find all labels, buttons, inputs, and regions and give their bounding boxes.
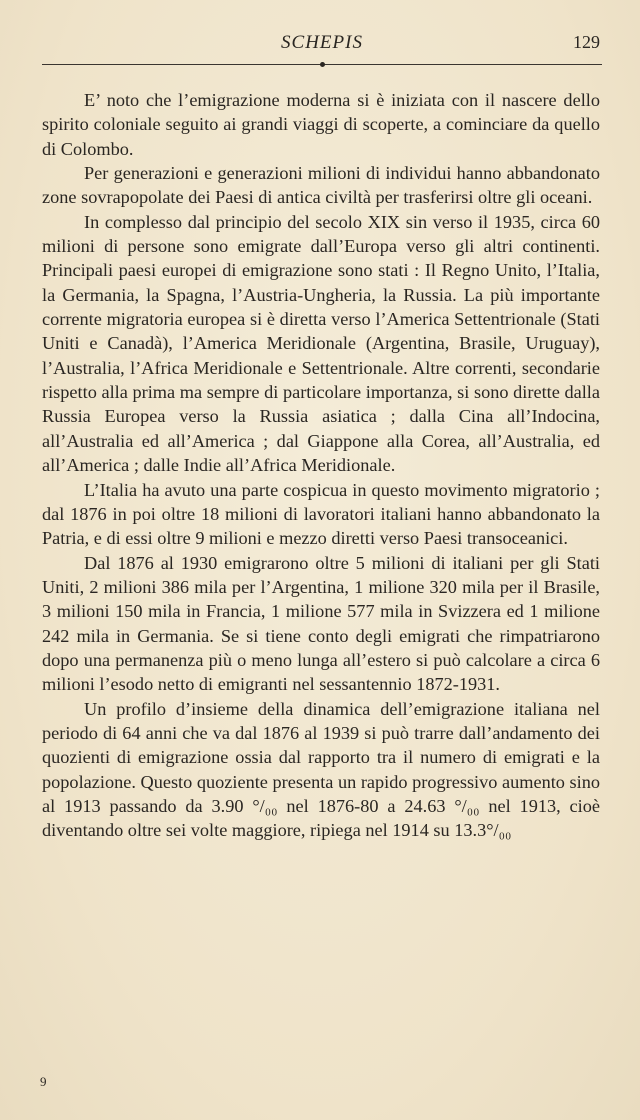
paragraph-european-emigration: In complesso dal principio del secolo XIX sin verso il 1935, circa 60 milioni di persone sono emigrate dall’Europa verso gli altri continenti. Principali paesi europei di emigrazione sono stati : Il Regno Unito, l’Italia, la Germania, la Spagna, l’Austria-Ungheria, la Russia. La più importante corrente migratoria europea si è diretta verso l’America Settentrionale (Stati Uniti e Canadà), l’America Meridionale (Argentina, Brasile, Uruguay), l’Australia, l’Africa Meridionale e Settentrionale. Altre correnti, secondarie rispetto alla prima ma sempre di particolare importanza, si sono dirette dalla Russia Europea verso la Russia asiatica ; dalla Cina all’Indocina, all’Australia ed all’America ; dal Giappone alla Corea, all’Australia, ed all’America ; dalle Indie all’Africa Meridionale. — [42, 211, 600, 476]
running-head-title: SCHEPIS — [281, 32, 363, 53]
page-number: 129 — [573, 32, 600, 52]
ornament-dot — [320, 62, 325, 67]
printer-signature-mark: 9 — [40, 1074, 47, 1089]
paragraph-colonial-origins: E’ noto che l’emigrazione moderna si è iniziata con il nascere dello spirito coloniale seguito ai grandi viaggi di scoperte, a cominciare da quello di Colombo. — [42, 90, 600, 159]
paragraph-destinations-1876-1930: Dal 1876 al 1930 emigrarono oltre 5 milioni di italiani per gli Stati Uniti, 2 milioni 386 mila per l’Argentina, 1 milione 320 mila per il Brasile, 3 milioni 150 mila in Francia, 1 milione 577 mila in Svizzera ed 1 milione 242 mila in Germania. Se si tiene conto degli emigrati che rimpatriarono dopo una permanenza più o meno lunga all’estero si può calcolare a circa 6 milioni l’esodo netto di emigranti nel sessantennio 1872-1931. — [42, 552, 600, 695]
paragraph-italian-role: L’Italia ha avuto una parte cospicua in questo movimento migratorio ; dal 1876 in poi oltre 18 milioni di lavoratori italiani hanno abbandonato la Patria, e di essi oltre 9 milioni e mezzo diretti verso Paesi transoceanici. — [42, 479, 600, 549]
body-text — [42, 88, 600, 843]
paragraph-generations: Per generazioni e generazioni milioni di individui hanno abbandonato zone sovrapopolate dei Paesi di antica civiltà per trasferirsi oltre gli oceani. — [42, 163, 600, 208]
paragraph-emigration-rates: Un profilo d’insieme della dinamica dell’emigrazione italiana nel periodo di 64 anni che va dal 1876 al 1939 si può trarre dall’andamento dei quozienti di emigrazione ossia dal rapporto tra il numero di emigrati e la popolazione. Questo quoziente presenta un rapido progressivo aumento sino al 1913 passando da 3.90 °/₀₀ nel 1876-80 a 24.63 °/₀₀ nel 1913, cioè diventando oltre sei volte maggiore, ripiega nel 1914 su 13.3°/₀₀ — [42, 698, 600, 841]
running-head — [42, 30, 602, 65]
